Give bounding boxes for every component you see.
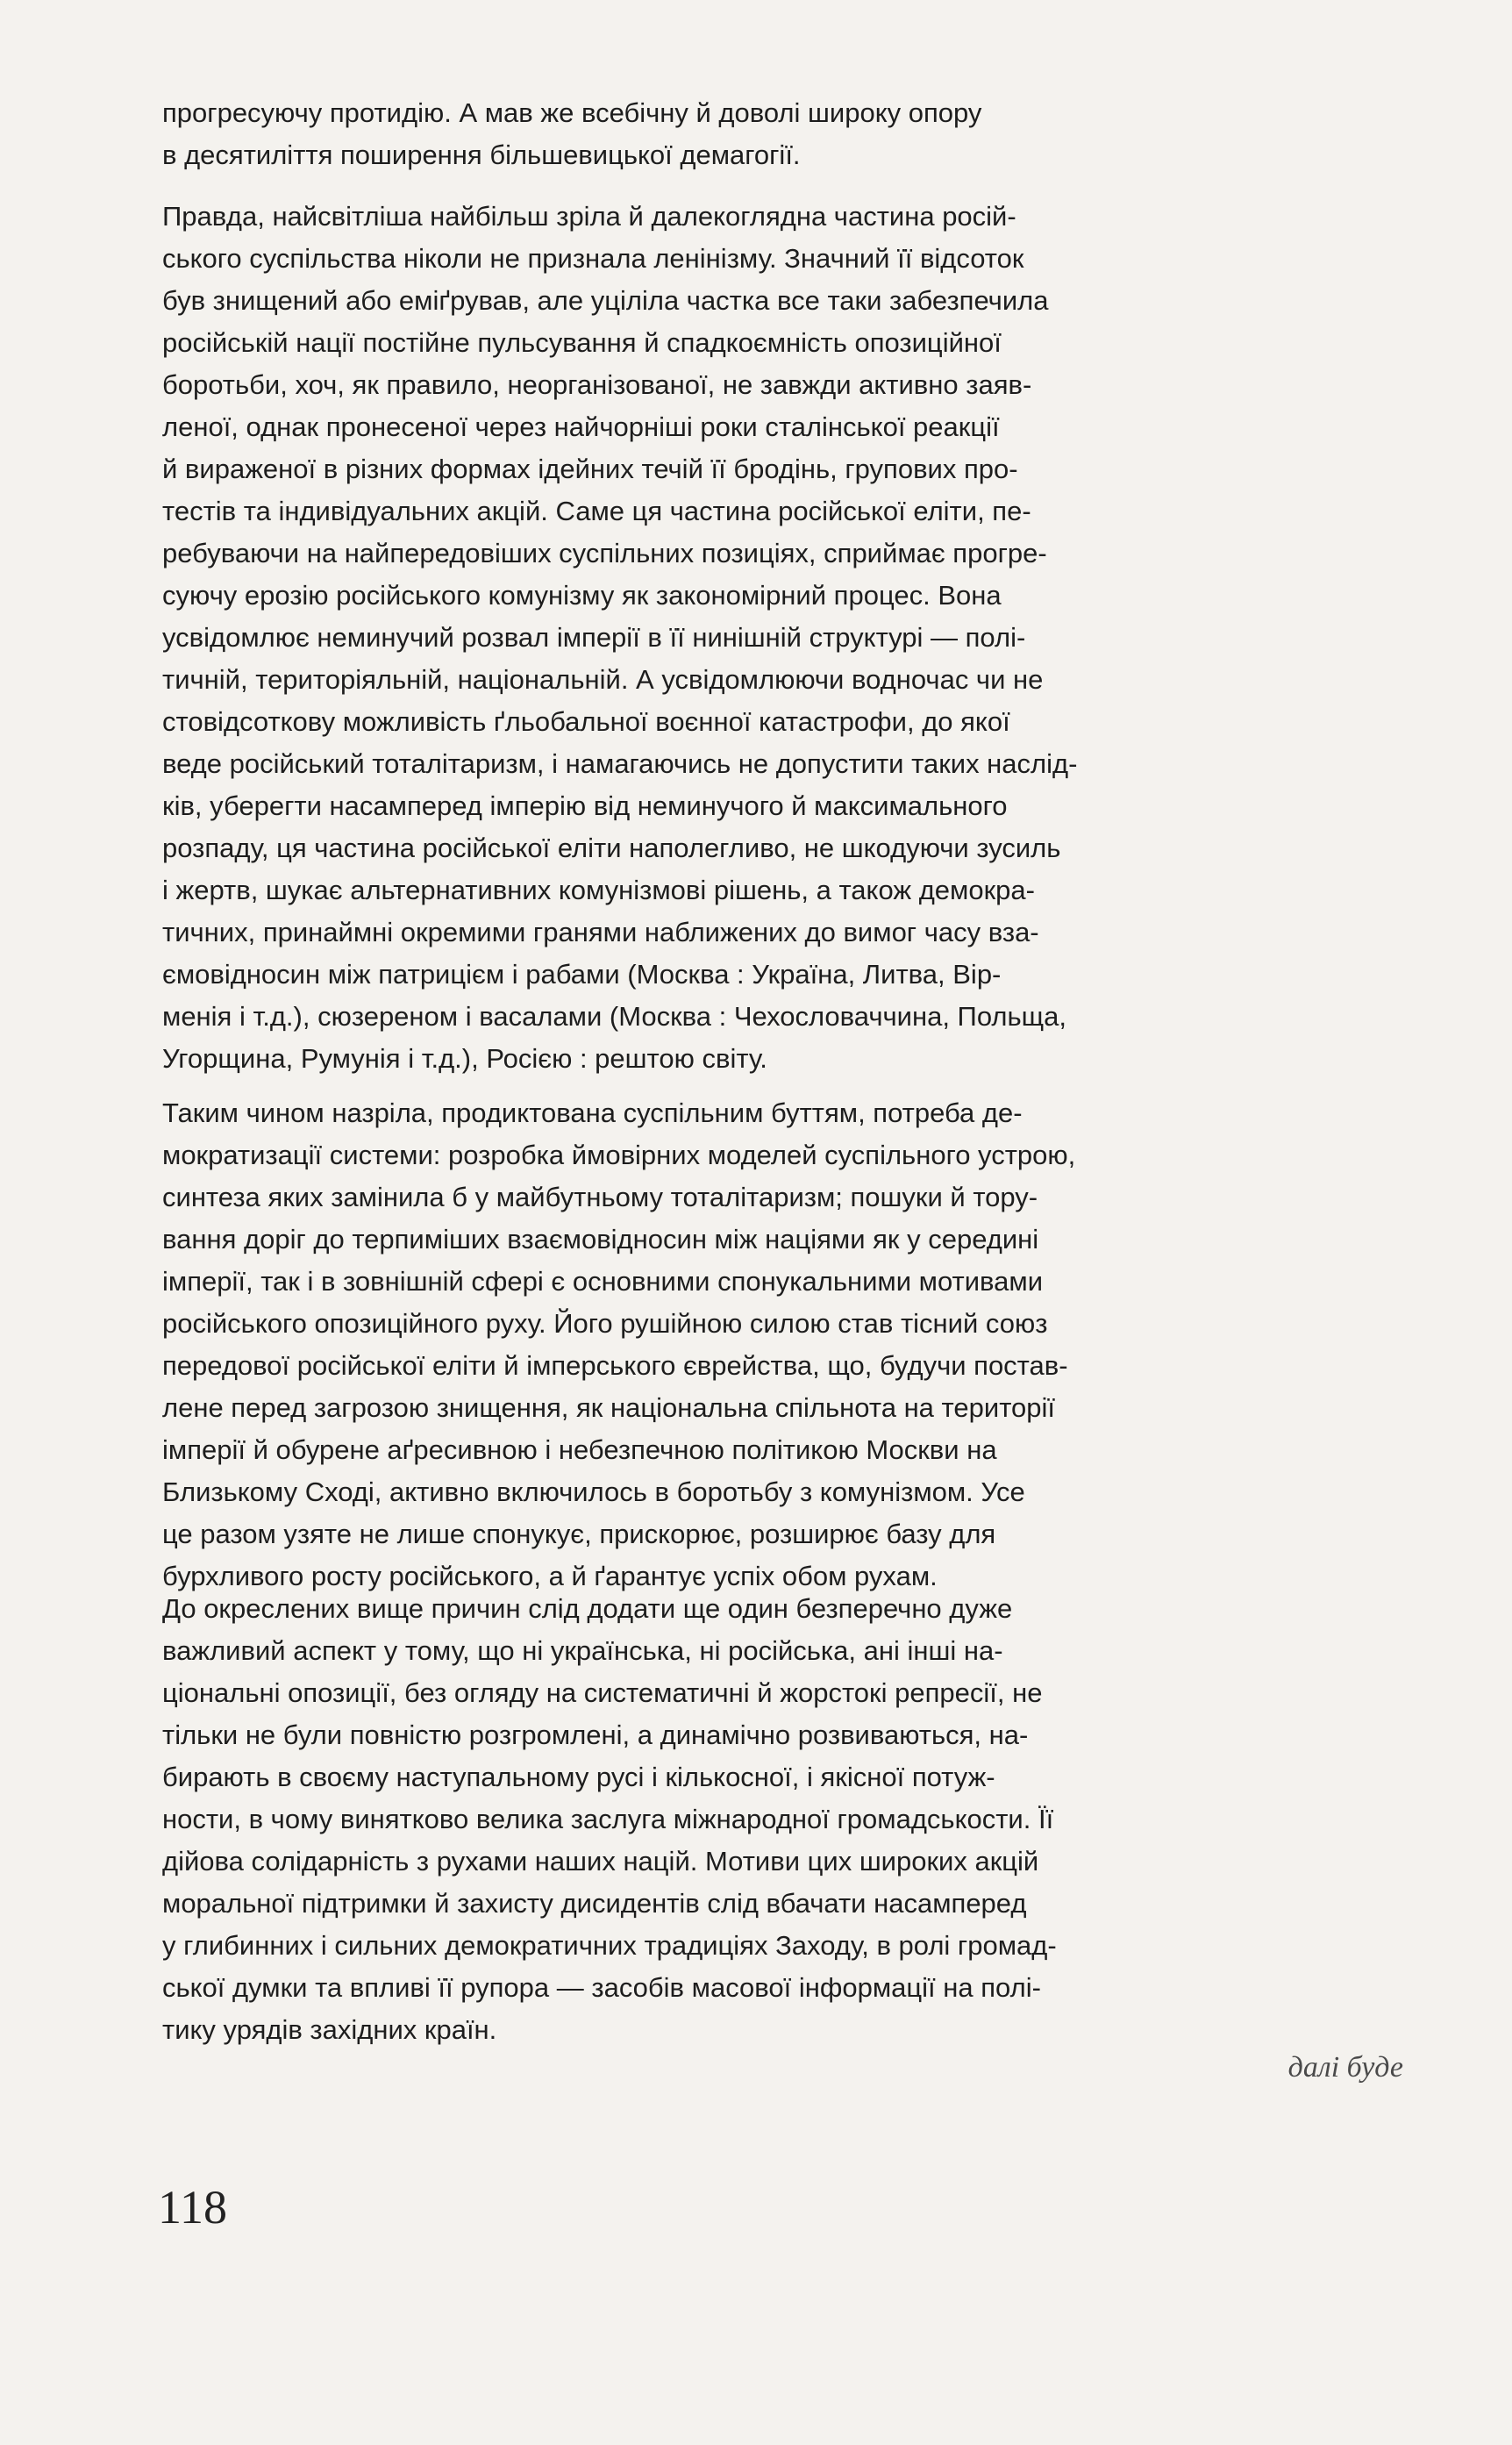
continued-note: далі буде <box>1287 2051 1403 2084</box>
page-number: 118 <box>158 2181 227 2234</box>
paragraph-text: прогресуючу протидію. А мав же всебічну й доволі широку опору в десятиліття поширення більшевицької демагогії. <box>162 97 982 170</box>
paragraph-3 <box>162 1092 1390 1598</box>
paragraph-1 <box>162 92 1390 176</box>
paragraph-2 <box>162 196 1390 1080</box>
paragraph-text: До окреслених вище причин слід додати ще один безперечно дуже важливий аспект у тому, що ні українська, ні російська, ані інші на- ціональні опозиції, без огляду на систематичні й жорстокі репресії, не тільки не були повністю розгромлені, а динамічно розвиваються, на- бирають в своєму наступальному русі і кількосної, і якісної потуж- ности, в чому винятково велика заслуга міжнародної громадськости. Її дійова солідарність з рухами наших націй. Мотиви цих широких акцій моральної підтримки й захисту дисидентів слід вбачати насамперед у глибинних і сильних демократичних традиціях Заходу, в ролі громад- ської думки та впливі її рупора — засобів масової інформації на полі- тику урядів західних країн. <box>162 1593 1057 2045</box>
paragraph-text: Правда, найсвітліша найбільш зріла й далекоглядна частина росій- ського суспільства ніколи не признала ленінізму. Значний її відсоток був знищений або еміґрував, але уціліла частка все таки забезпечила російській нації постійне пульсування й спадкоємність опозиційної боротьби, хоч, як правило, неорганізованої, не завжди активно заяв- леної, однак пронесеної через найчорніші роки сталінської реакції й вираженої в різних формах ідейних течій її бродінь, групових про- тестів та індивідуальних акцій. Саме ця частина російської еліти, пе- ребуваючи на найпередовіших суспільних позиціях, сприймає прогре- суючу ерозію російського комунізму як закономірний процес. Вона усвідомлює неминучий розвал імперії в її нинішній структурі — полі- тичній, територіяльній, національній. А усвідомлюючи водночас чи не стовідсоткову можливість ґльобальної воєнної катастрофи, до якої веде російський тоталітаризм, і намагаючись не допустити таких наслід- ків, уберегти насамперед імперію від неминучого й максимального розпаду, ця частина російської еліти наполегливо, не шкодуючи зусиль і жертв, шукає альтернативних комунізмові рішень, а також демокра- тичних, принаймні окремими гранями наближених до вимог часу вза- ємовідносин між патрицієм і рабами (Москва : Україна, Литва, Вір- менія і т.д.), сюзереном і васалами (Москва : Чехословаччина, Польща, Угорщина, Румунія і т.д.), Росією : рештою світу. <box>162 201 1078 1074</box>
paragraph-text: Таким чином назріла, продиктована суспільним буттям, потреба де- мократизації системи: розробка ймовірних моделей суспільного устрою, синтеза яких замінила б у майбутньому тоталітаризм; пошуки й тору- вання доріг до терпиміших взаємовідносин між націями як у середині імперії, так і в зовнішній сфері є основними спонукальними мотивами російського опозиційного руху. Його рушійною силою став тісний союз передової російської еліти й імперського єврейства, що, будучи постав- лене перед загрозою знищення, як національна спільнота на території імперії й обурене аґресивною і небезпечною політикою Москви на Близькому Сході, активно включилось в боротьбу з комунізмом. Усе це разом узяте не лише спонукує, прискорює, розширює базу для бурхливого росту російського, а й ґарантує успіх обом рухам. <box>162 1097 1076 1591</box>
paragraph-4 <box>162 1588 1390 2051</box>
